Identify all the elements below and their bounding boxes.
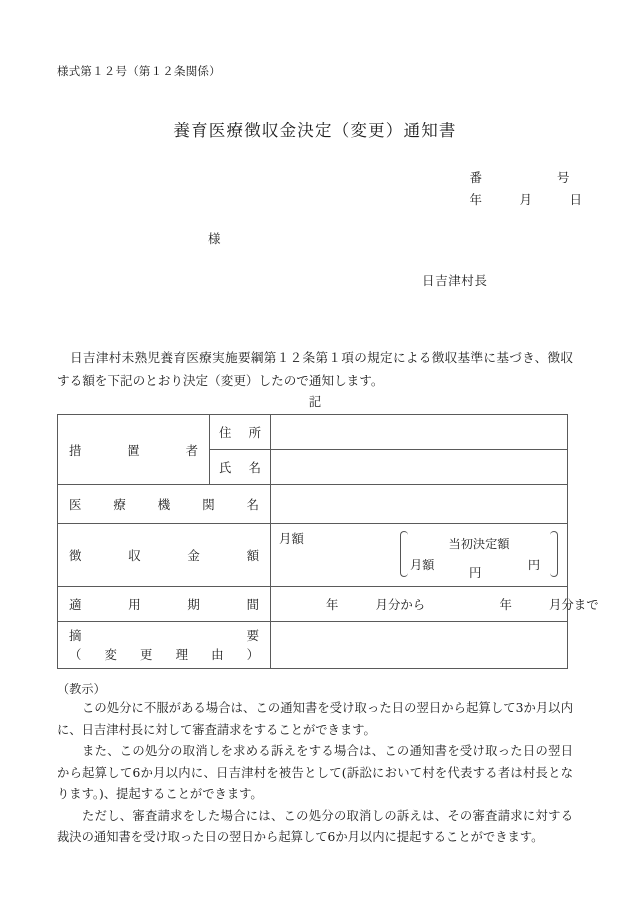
table-row-remarks [58,622,568,669]
table-row-measure-taker-address [58,415,568,450]
cell-remarks-label [58,622,271,669]
cell-application-period-label [58,587,271,622]
collection-amount-area [271,524,567,586]
collection-amount-label: 徴収金額 [69,548,259,563]
document-date-field: 年 月 日 [469,192,582,207]
name-label: 氏名 [219,460,261,475]
table-row-application-period [58,587,568,622]
form-number: 様式第１２号（第１２条関係） [57,64,221,78]
initial-decision-currency-unit: 円 [527,558,540,572]
body-paragraph: 日吉津村未熟児養育医療実施要綱第１２条第１項の規定による徴収基準に基づき、徴収する額を下記のとおり決定（変更）したので通知します。 [57,350,573,388]
ki-mark: 記 [308,394,322,409]
document-meta-block [469,167,582,211]
table-row-collection-amount [58,524,568,587]
cell-name-label [210,450,271,485]
initial-decision-box [399,530,559,578]
remarks-label-line1: 摘要 [69,628,259,643]
bracket-right-icon [550,530,559,578]
issuer-name: 日吉津村長 [422,273,488,288]
cell-application-period-value[interactable]: 年 月分から 年 月分まで [271,587,568,622]
initial-decision-inner [408,530,550,578]
document-number-field: 番 号 [469,170,570,185]
table-row-medical-institution [58,485,568,524]
instructions-paragraph-1: この処分に不服がある場合は、この通知書を受け取った日の翌日から起算して3か月以内に、日吉津村長に対して審査請求をすることができます。 [57,701,573,737]
remarks-label-line2: （変更理由） [69,647,259,662]
cell-collection-amount-value[interactable] [271,524,568,587]
cell-measure-taker-label [58,415,210,485]
initial-decision-monthly-label: 月額 [410,558,435,572]
medical-institution-label: 医療機関名 [69,497,259,512]
addressee-suffix: 様 [208,231,221,246]
cell-medical-institution-label [58,485,271,524]
address-label: 住所 [219,425,261,440]
instructions-title: （教示） [57,682,106,696]
cell-address-value[interactable] [271,415,568,450]
instructions-section [57,680,573,849]
cell-address-label [210,415,271,450]
monthly-amount-currency-unit: 円 [469,565,482,580]
instructions-paragraph-3: ただし、審査請求をした場合には、この処分の取消しの訴えは、その審査請求に対する裁決の通知書を受け取った日の翌日から起算して6か月以内に提起することができます。 [57,808,573,844]
page-title: 養育医療徴収金決定（変更）通知書 [173,121,457,140]
cell-medical-institution-value[interactable] [271,485,568,524]
instructions-paragraph-2: また、この処分の取消しを求める訴えをする場合は、この通知書を受け取った日の翌日から起算して6か月以内に、日吉津村を被告として(訴訟において村を代表する者は村長となります。)、提起することができます。 [57,744,573,801]
bracket-left-icon [399,530,408,578]
initial-decision-title: 当初決定額 [448,537,510,551]
cell-collection-amount-label [58,524,271,587]
application-period-label: 適用期間 [69,597,259,612]
measure-taker-label: 措置者 [69,442,198,458]
cell-name-value[interactable] [271,450,568,485]
cell-remarks-value[interactable] [271,622,568,669]
decision-details-table [57,414,599,669]
monthly-amount-label: 月額 [279,531,304,546]
